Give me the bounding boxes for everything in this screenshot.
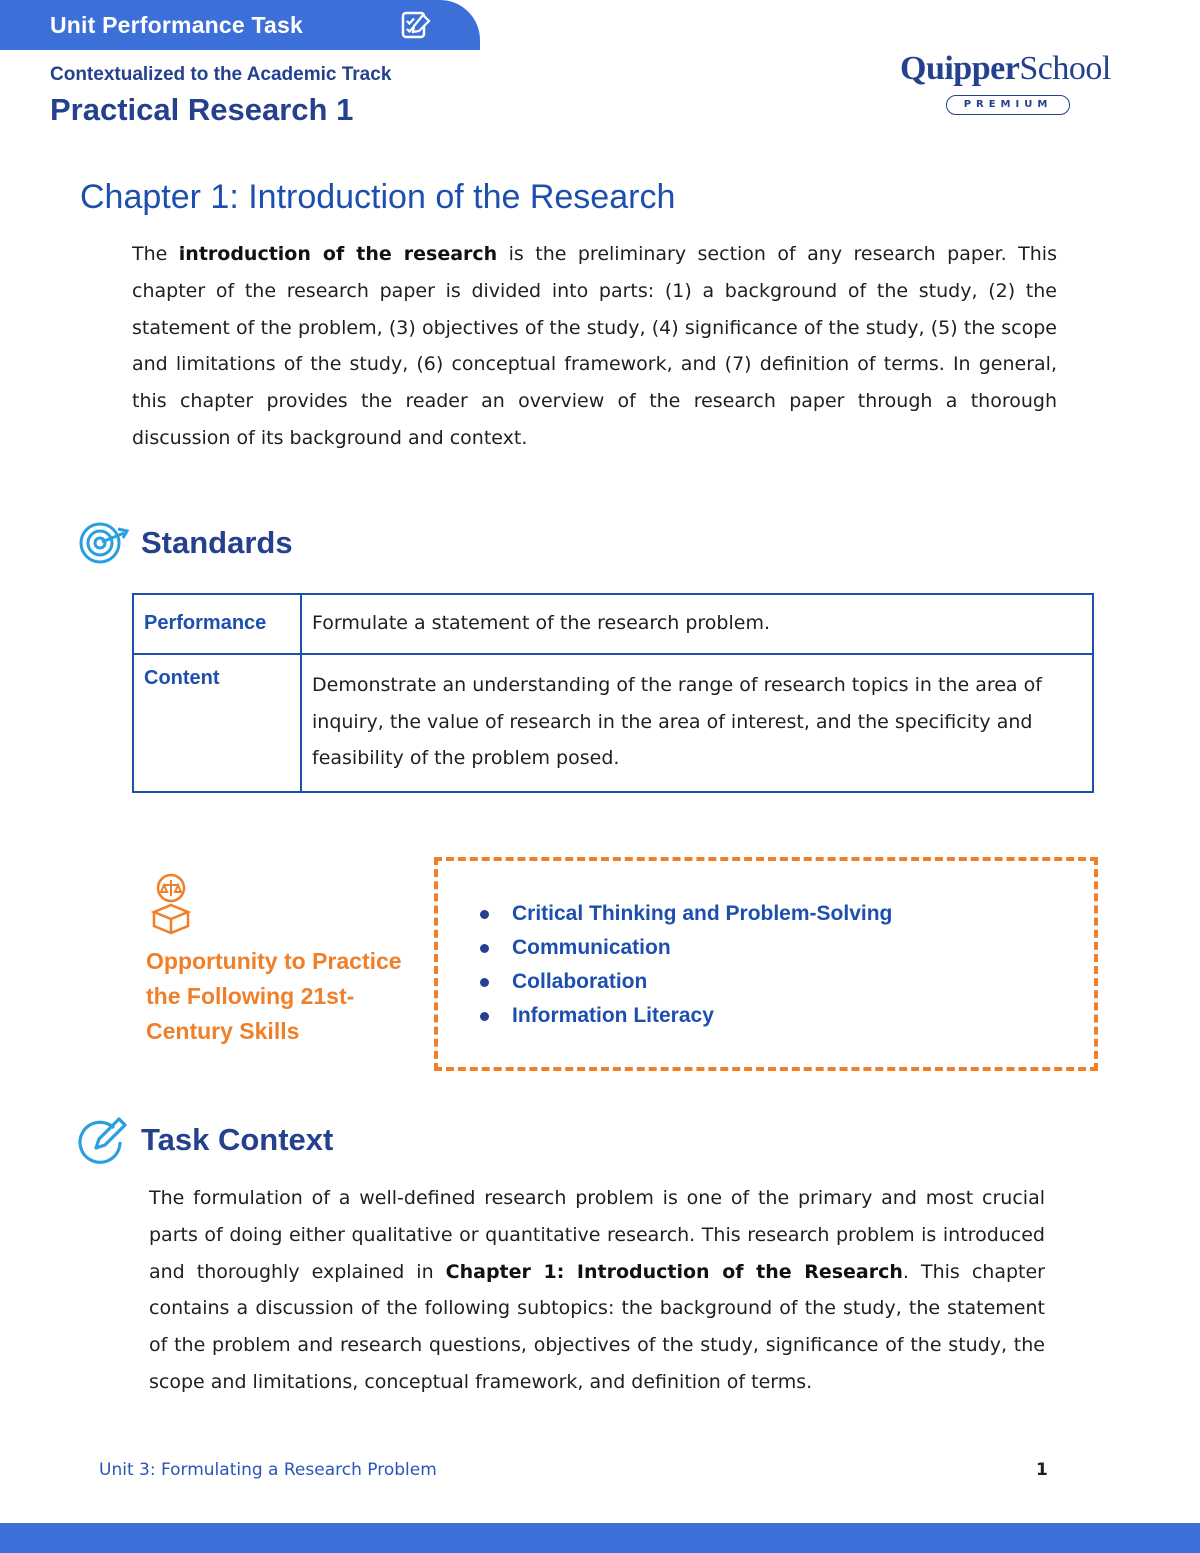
list-item: Communication	[480, 931, 892, 965]
chapter-title: Chapter 1: Introduction of the Research	[80, 178, 676, 216]
standards-table	[132, 593, 1094, 793]
standards-label: Content	[133, 654, 301, 792]
table-row	[133, 594, 1093, 654]
page-number: 1	[1036, 1460, 1048, 1480]
task-text-pre: The formulation of a well-defined research problem is one of the primary and most crucial parts of doing either qualitative or quantitative research. This research problem is introduced and thoroughly explained in	[149, 1187, 1045, 1283]
task-context-paragraph	[149, 1180, 1045, 1401]
task-text-post: . This chapter contains a discussion of the following subtopics: the background of the study, the statement of the problem and research questions, objectives of the study, significance of the study, the scope and limitations, conceptual framework, and definition of terms.	[149, 1260, 1045, 1393]
brand-logo	[900, 50, 1120, 120]
footer-unit-title: Unit 3: Formulating a Research Problem	[99, 1460, 437, 1480]
intro-text-pre: The	[132, 243, 179, 265]
checklist-icon	[400, 10, 432, 44]
chapter-intro-paragraph	[132, 236, 1057, 457]
task-context-heading: Task Context	[141, 1122, 334, 1157]
list-item: Collaboration	[480, 965, 892, 999]
task-text-bold: Chapter 1: Introduction of the Research	[445, 1260, 903, 1283]
table-row	[133, 654, 1093, 792]
track-context: Contextualized to the Academic Track	[50, 64, 392, 85]
target-icon	[78, 519, 132, 571]
intro-text-bold: introduction of the research	[178, 243, 498, 265]
header-tab-banner	[0, 0, 480, 50]
brand-name-bold: Quipper	[900, 50, 1020, 87]
standards-value: Formulate a statement of the research problem.	[301, 594, 1093, 654]
brand-name-rest: School	[1019, 50, 1111, 87]
pencil-circle-icon	[78, 1116, 128, 1168]
skills-icon	[146, 872, 196, 940]
subject-title: Practical Research 1	[50, 92, 354, 127]
brand-tier-badge: PREMIUM	[946, 95, 1070, 115]
tab-title: Unit Performance Task	[50, 11, 304, 38]
standards-value: Demonstrate an understanding of the range of research topics in the area of inquiry, the value of research in the area of interest, and the specificity and feasibility of the problem posed.	[301, 654, 1093, 792]
skills-heading: Opportunity to Practice the Following 21st-Century Skills	[146, 948, 402, 1044]
standards-label: Performance	[133, 594, 301, 654]
list-item: Critical Thinking and Problem-Solving	[480, 897, 892, 931]
footer-bar	[0, 1523, 1200, 1553]
list-item: Information Literacy	[480, 999, 892, 1033]
standards-heading: Standards	[141, 525, 293, 560]
skills-list-box	[434, 857, 1098, 1071]
intro-text-post: is the preliminary section of any research paper. This chapter of the research paper is divided into parts: (1) a background of the study, (2) the statement of the problem, (3) objectives of the study, (4) significance of the study, (5) the scope and limitations of the study, (6) conceptual framework, and (7) definition of terms. In general, this chapter provides the reader an overview of the research paper through a thorough discussion of its background and context.	[132, 243, 1057, 449]
